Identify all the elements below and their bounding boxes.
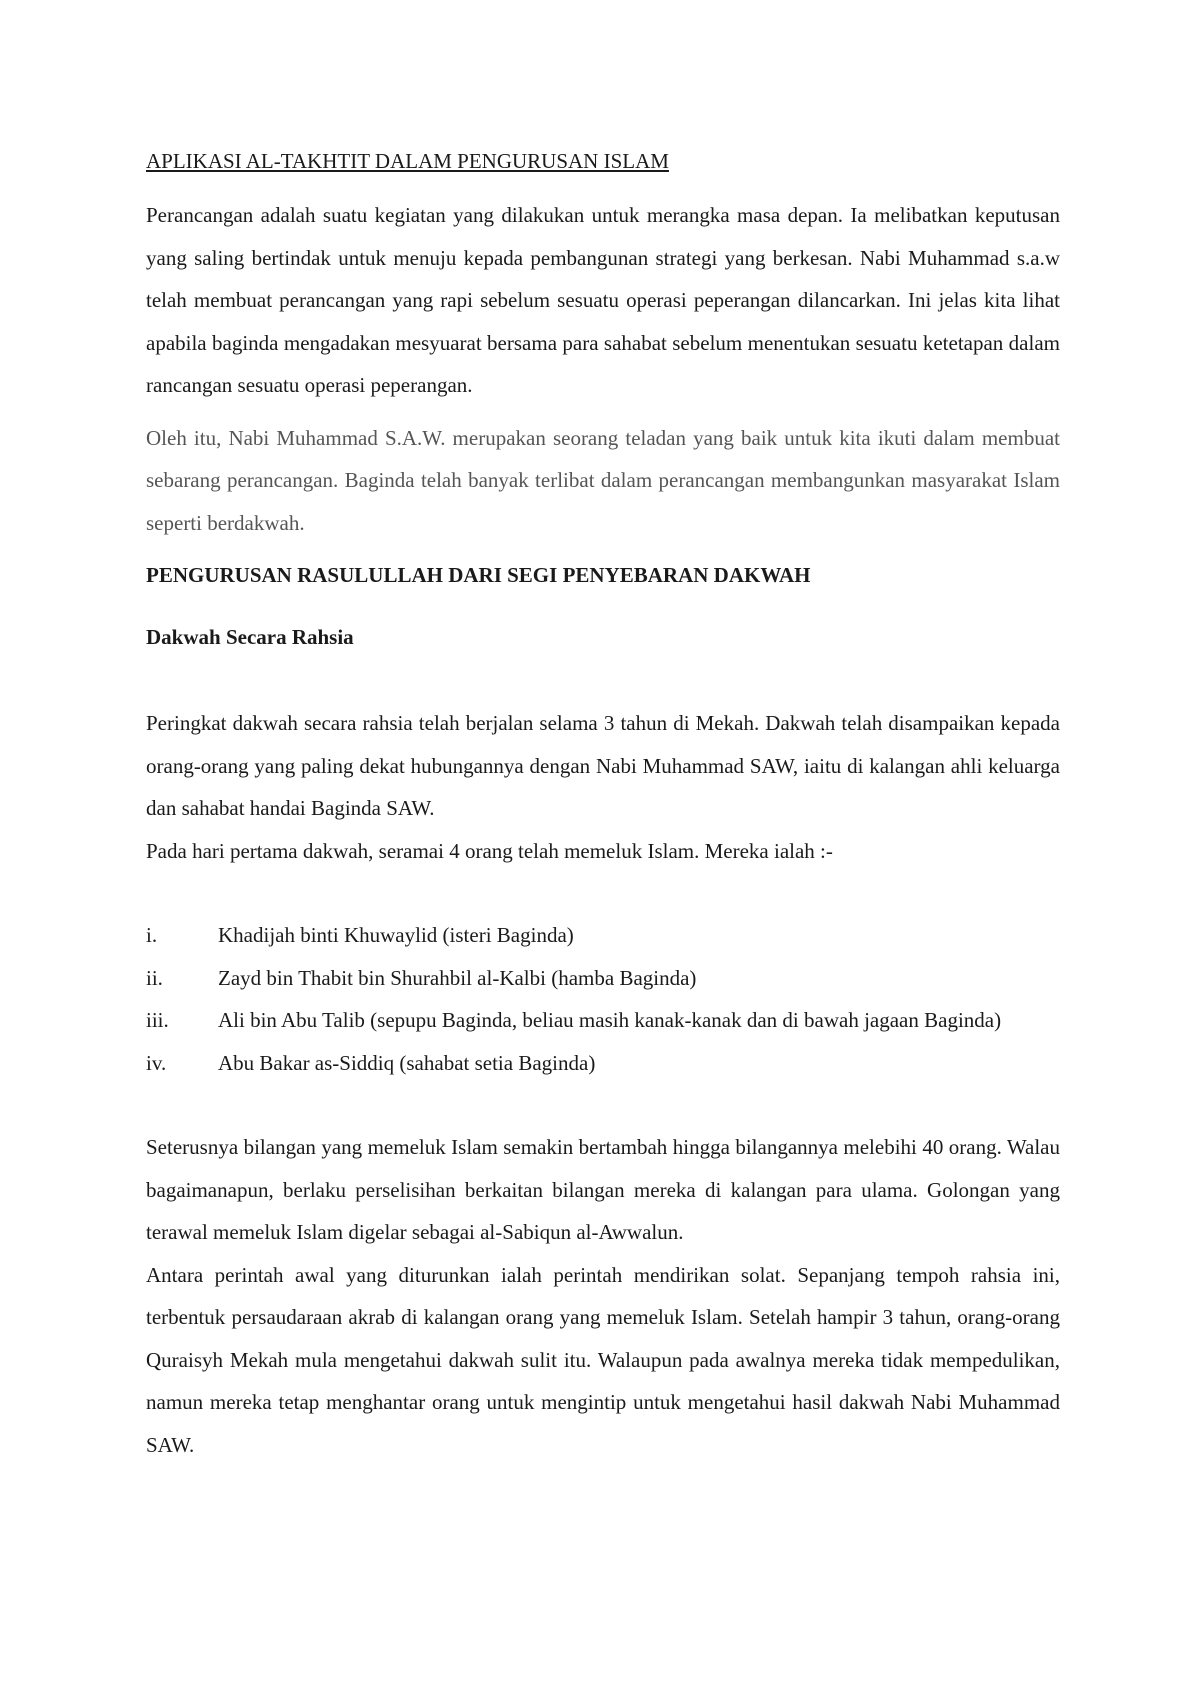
paragraph-intro: Perancangan adalah suatu kegiatan yang dilakukan untuk merangka masa depan. Ia melibatkan keputusan yang saling bertindak untuk menuju kepada pembangunan strategi yang berkesan. Nabi Muhammad s.a.w telah membuat perancangan yang rapi sebelum sesuatu operasi peperangan dilancarkan. Ini jelas kita lihat apabila baginda mengadakan mesyuarat bersama para sahabat sebelum menentukan sesuatu ketetapan dalam rancangan sesuatu operasi peperangan. xyxy=(146,203,1060,397)
section-heading: PENGURUSAN RASULULLAH DARI SEGI PENYEBARAN DAKWAH xyxy=(146,563,811,587)
paragraph-conclusion: Oleh itu, Nabi Muhammad S.A.W. merupakan seorang teladan yang baik untuk kita ikuti dalam membuat sebarang perancangan. Baginda telah banyak terlibat dalam perancangan membangunkan masyarakat Islam seperti berdakwah. xyxy=(146,425,1060,535)
list-item xyxy=(146,999,1060,1042)
list-marker: ii. xyxy=(146,965,163,990)
list-item xyxy=(146,957,1060,1000)
list-item-text: Ali bin Abu Talib (sepupu Baginda, beliau masih kanak-kanak dan di bawah jagaan Baginda) xyxy=(218,1008,1002,1032)
list-item-text: Khadijah binti Khuwaylid (isteri Baginda) xyxy=(218,923,574,947)
paragraph-prayer: Antara perintah awal yang diturunkan ialah perintah mendirikan solat. Sepanjang tempoh rahsia ini, terbentuk persaudaraan akrab di kalangan orang yang memeluk Islam. Setelah hampir 3 tahun, orang-orang Quraisyh Mekah mula mengetahui dakwah sulit itu. Walaupun pada awalnya mereka tidak mempedulikan, namun mereka tetap menghantar orang untuk mengintip untuk mengetahui hasil dakwah Nabi Muhammad SAW. xyxy=(146,1262,1060,1457)
list-marker: iv. xyxy=(146,1050,167,1075)
converts-list xyxy=(146,914,1060,1084)
list-marker: i. xyxy=(146,923,158,947)
list-item xyxy=(146,1042,1060,1085)
paragraph-first-day: Pada hari pertama dakwah, seramai 4 orang telah memeluk Islam. Mereka ialah :- xyxy=(146,838,833,863)
paragraph-growth: Seterusnya bilangan yang memeluk Islam semakin bertambah hingga bilangannya melebihi 40 orang. Walau bagaimanapun, berlaku perselisihan berkaitan bilangan mereka di kalangan para ulama. Golongan yang terawal memeluk Islam digelar sebagai al-Sabiqun al-Awwalun. xyxy=(146,1135,1060,1244)
section-subheading: Dakwah Secara Rahsia xyxy=(146,625,354,649)
list-item-text: Abu Bakar as-Siddiq (sahabat setia Baginda) xyxy=(218,1050,596,1075)
paragraph-secret-dakwah: Peringkat dakwah secara rahsia telah berjalan selama 3 tahun di Mekah. Dakwah telah disampaikan kepada orang-orang yang paling dekat hubungannya dengan Nabi Muhammad SAW, iaitu di kalangan ahli keluarga dan sahabat handai Baginda SAW. xyxy=(146,711,1060,820)
list-item xyxy=(146,914,1060,957)
document-title: APLIKASI AL-TAKHTIT DALAM PENGURUSAN ISLAM xyxy=(146,149,669,173)
list-marker: iii. xyxy=(146,1008,169,1032)
list-item-text: Zayd bin Thabit bin Shurahbil al-Kalbi (hamba Baginda) xyxy=(218,965,697,990)
document-page xyxy=(146,140,1060,1466)
